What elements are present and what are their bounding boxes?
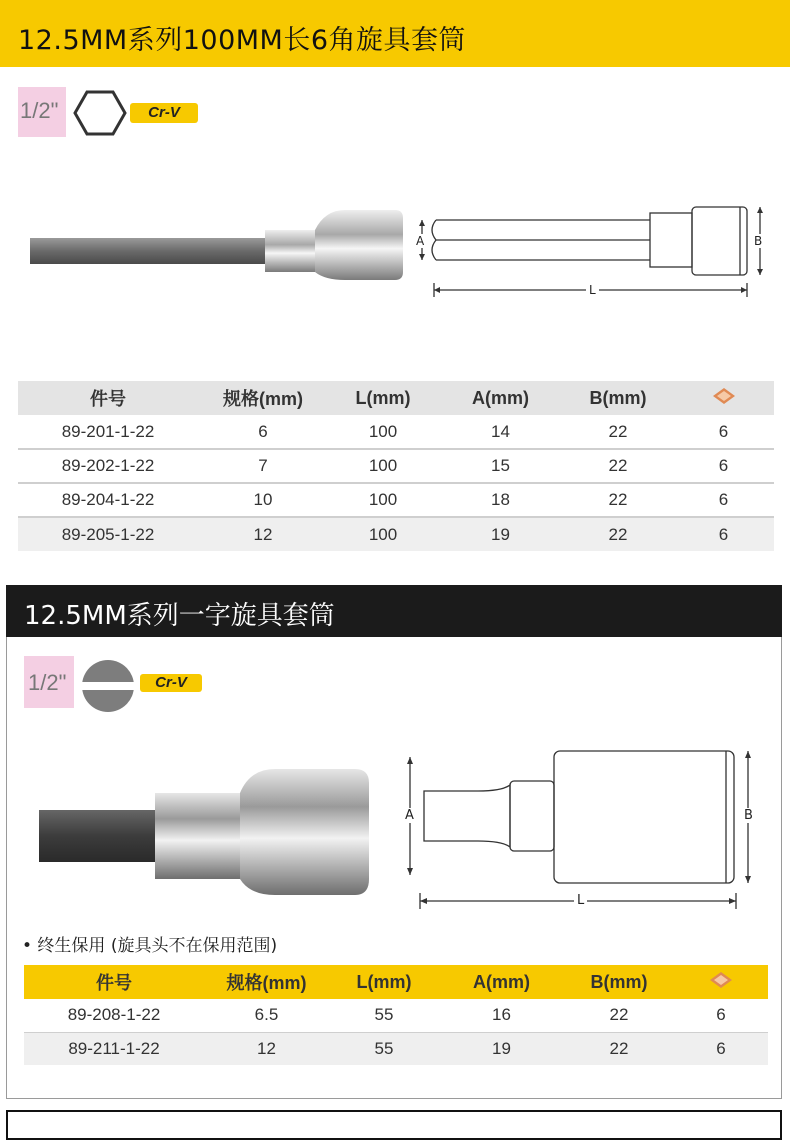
slotted-socket-photo	[35, 765, 375, 900]
header-b: B(mm)	[563, 381, 673, 415]
table-row: 89-205-1-22 12 100 19 22 6	[18, 517, 774, 551]
box-package-icon	[711, 386, 737, 406]
table-row: 89-208-1-22 6.5 55 16 22 6	[24, 999, 768, 1032]
dim-l-label-2: L	[574, 893, 587, 908]
section2-spec-table	[24, 965, 768, 1065]
header-part-no: 件号	[18, 381, 198, 415]
header-pack	[673, 381, 774, 415]
header-pack	[674, 965, 768, 999]
section2-size-label: 1/2"	[28, 670, 67, 695]
section2-material-badge	[140, 674, 202, 692]
header-spec: 规格(mm)	[198, 381, 328, 415]
table-header-row	[24, 965, 768, 999]
hexagon-icon	[72, 88, 128, 138]
section1-spec-table	[18, 381, 774, 551]
header-part-no: 件号	[24, 965, 204, 999]
dim-l-label: L	[586, 283, 599, 297]
header-l: L(mm)	[329, 965, 439, 999]
table-row: 89-202-1-22 7 100 15 22 6	[18, 449, 774, 483]
section1-material-badge	[130, 103, 198, 123]
box-package-icon	[708, 970, 734, 990]
section1-header	[0, 0, 790, 67]
section2-title: 12.5MM系列一字旋具套筒	[24, 601, 335, 631]
slot-icon	[80, 658, 136, 714]
table-header-row	[18, 381, 774, 415]
header-b: B(mm)	[564, 965, 674, 999]
section2-header	[6, 585, 782, 637]
section1-size-label: 1/2"	[20, 98, 59, 123]
header-spec: 规格(mm)	[204, 965, 329, 999]
section1-material: Cr-V	[148, 104, 180, 121]
header-a: A(mm)	[438, 381, 563, 415]
header-l: L(mm)	[328, 381, 438, 415]
dim-b-label-2: B	[744, 808, 753, 823]
section1-title: 12.5MM系列100MM长6角旋具套筒	[18, 25, 467, 56]
table-row: 89-201-1-22 6 100 14 22 6	[18, 415, 774, 449]
slotted-socket-diagram	[400, 745, 770, 915]
dim-a-label-2: A	[405, 808, 414, 823]
table-row: 89-211-1-22 12 55 19 22 6	[24, 1032, 768, 1065]
warranty-note: • 终生保用 (旋具头不在保用范围)	[22, 936, 278, 956]
next-section-frame	[6, 1110, 782, 1140]
dim-b-label: B	[754, 234, 763, 248]
section2-material: Cr-V	[155, 674, 187, 691]
table-row: 89-204-1-22 10 100 18 22 6	[18, 483, 774, 517]
header-a: A(mm)	[439, 965, 564, 999]
hex-socket-photo	[25, 200, 405, 290]
dim-a-label: A	[416, 234, 425, 248]
